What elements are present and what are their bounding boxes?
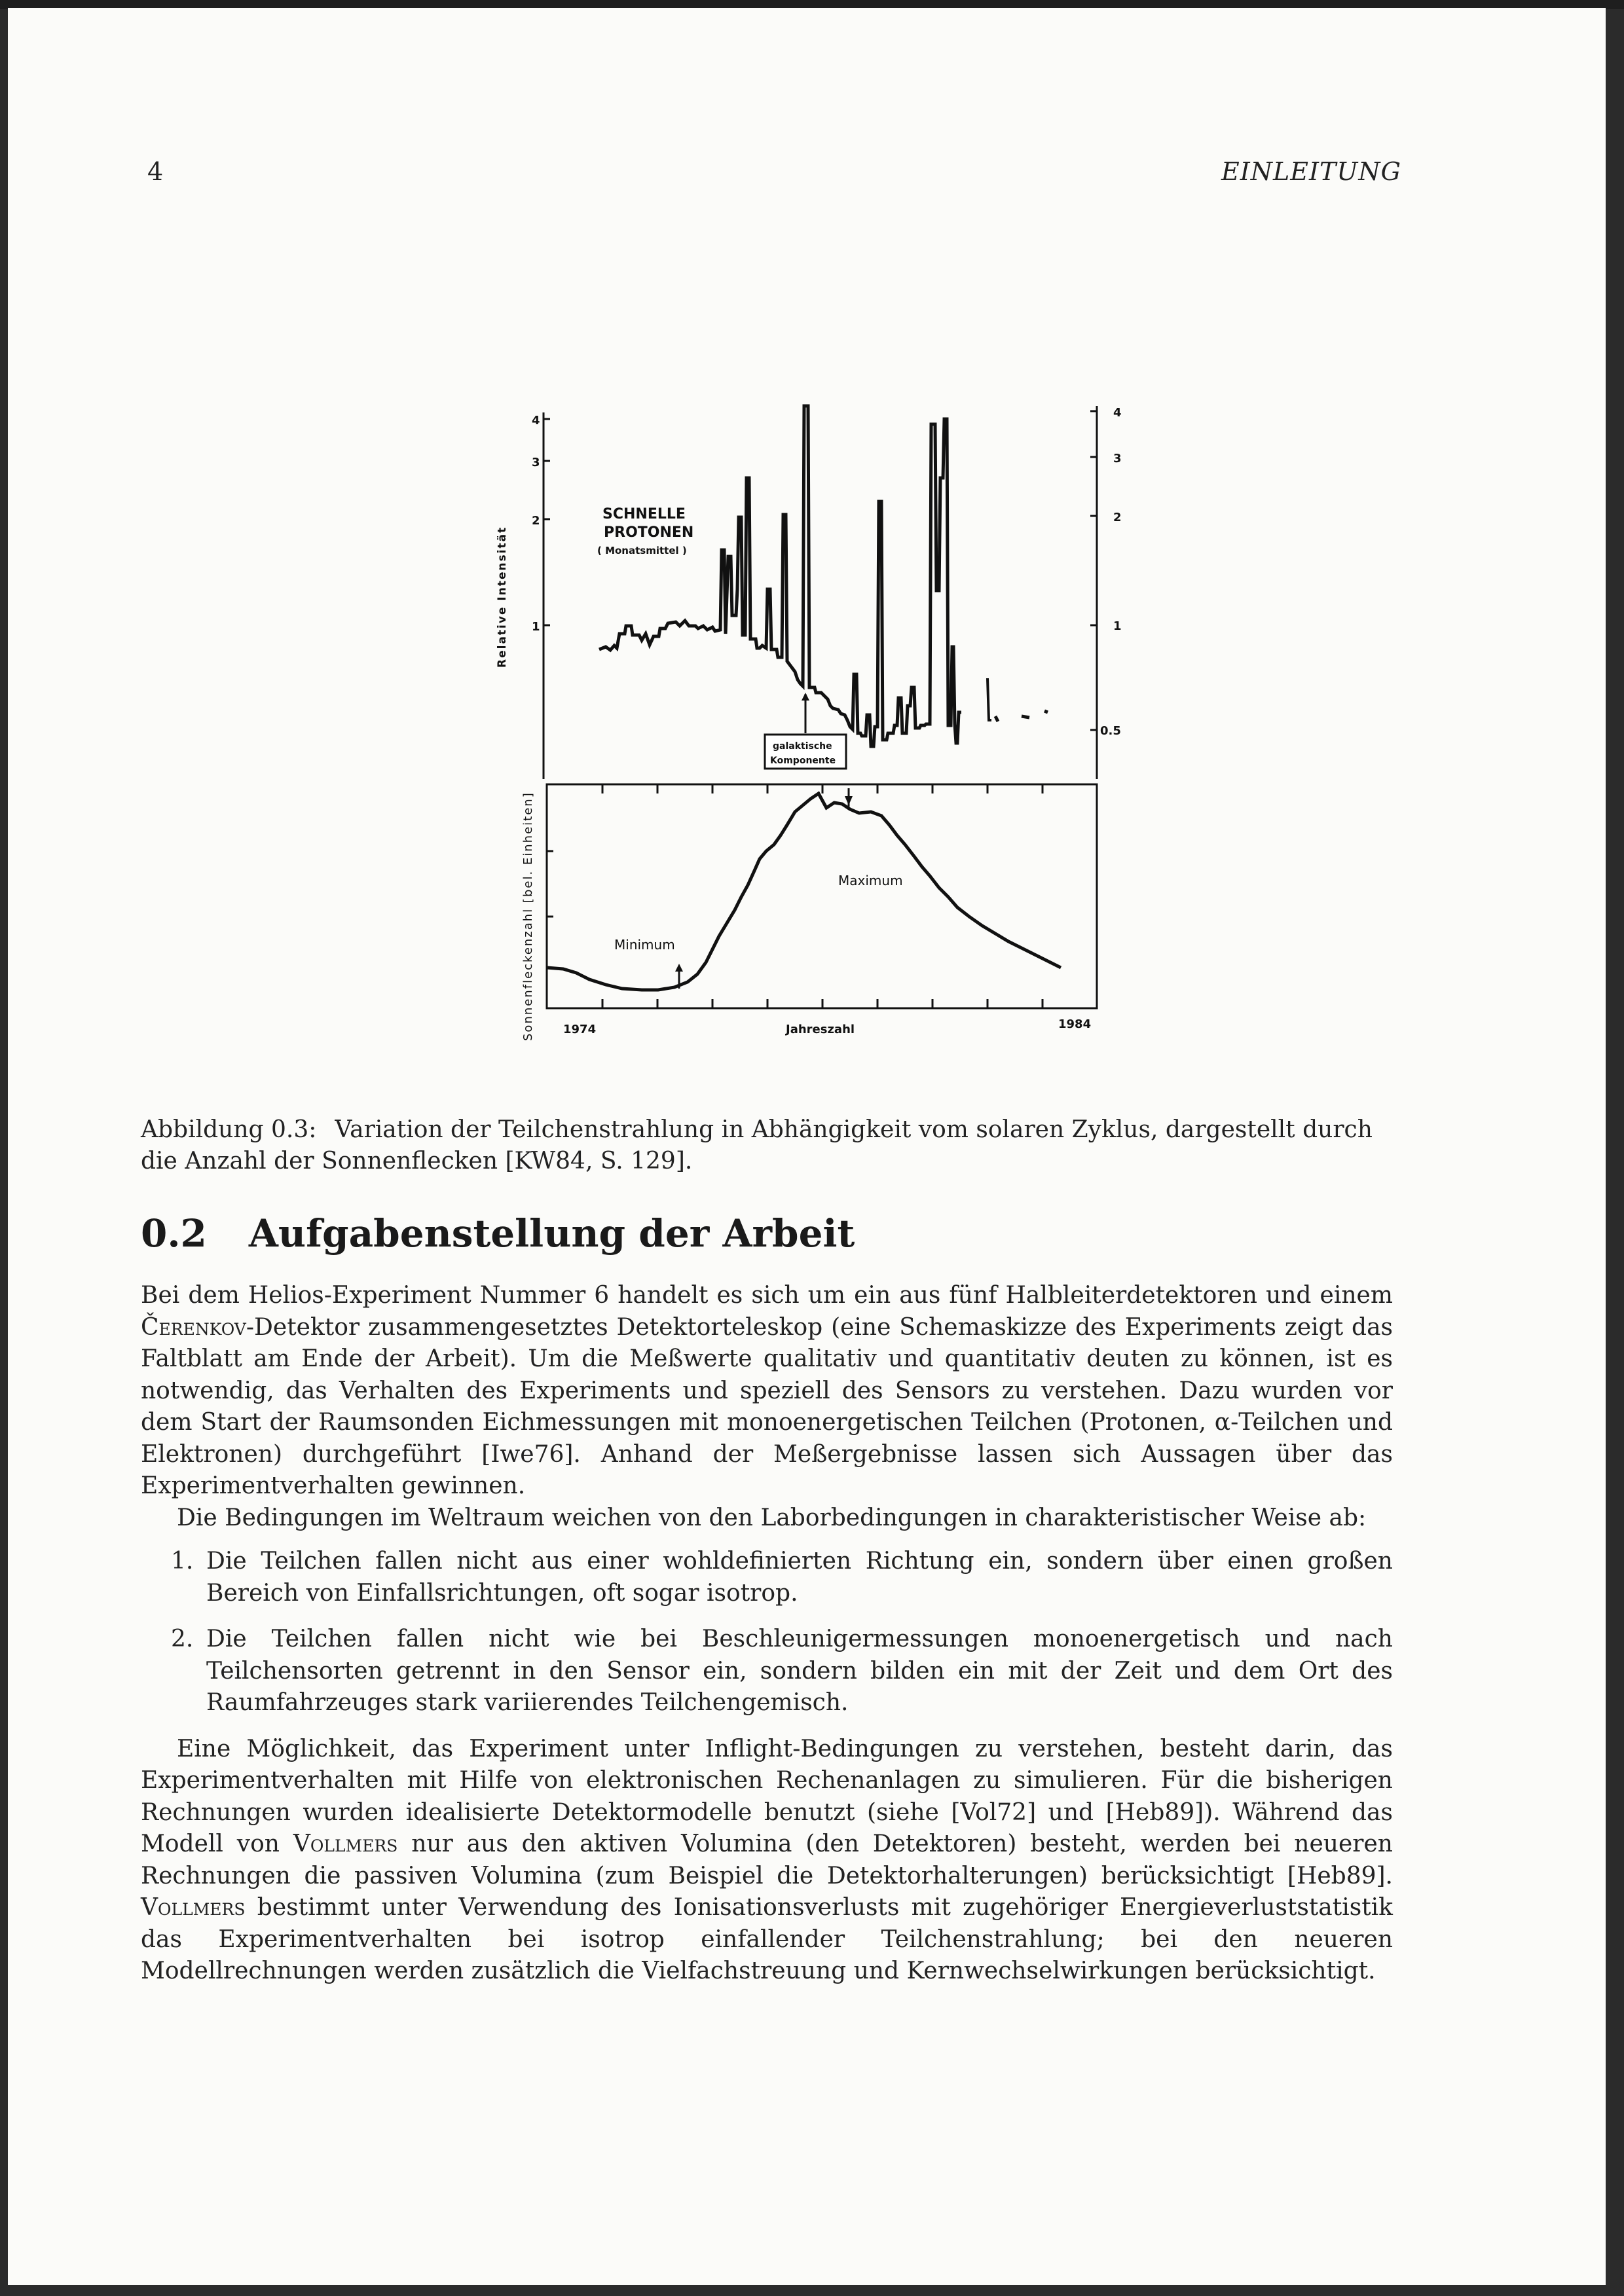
minimum-label: Minimum: [614, 937, 675, 953]
tick-right-3: 3: [1113, 452, 1122, 465]
proton-trace-tail-c: [1022, 716, 1029, 718]
section-heading: [141, 1211, 855, 1256]
caption-text: Variation der Teilchenstrahlung in Abhängigkeit vom solaren Zyklus, dargestellt durch die Anzahl der Sonnenflecken [KW84, S. 129].: [141, 1116, 1373, 1175]
conditions-list: [141, 1546, 1393, 1719]
annotation-line2: Komponente: [770, 756, 836, 766]
proton-trace-tail-b: [995, 716, 998, 721]
sunspot-curve: [547, 793, 1061, 990]
figure-caption: [141, 1114, 1398, 1177]
maximum-arrowhead: [845, 796, 853, 805]
figure-svg: [485, 393, 1146, 1054]
maximum-label: Maximum: [838, 873, 903, 888]
tick-left-3: 3: [532, 456, 540, 469]
proton-intensity-trace: [599, 406, 961, 746]
caption-label: Abbildung 0.3:: [141, 1116, 317, 1143]
tick-right-4: 4: [1113, 406, 1122, 420]
section-title: Aufgabenstellung der Arbeit: [248, 1211, 855, 1256]
x-end-label: 1984: [1058, 1017, 1092, 1031]
proton-trace-tail-d: [1044, 711, 1048, 712]
top-title-line2: PROTONEN: [604, 524, 694, 541]
paragraph-1: Bei dem Helios-Experiment Nummer 6 handelt es sich um ein aus fünf Halbleiterdetektoren und einem Čerenkov-Detektor zusammengesetztes Detektorteleskop (eine Schemaskizze des Experiments zeigt das Faltblatt am Ende der Arbeit). Um die Meßwerte qualitativ und quantitativ deuten zu können, ist es notwendig, das Verhalten des Experiments und speziell des Sensors zu verstehen. Dazu wurden vor dem Start der Raumsonden Eichmessungen mit monoenergetischen Teilchen (Protonen, α-Teilchen und Elektronen) durchgeführt [Iwe76]. Anhand der Meßergebnisse lassen sich Aussagen über das Experimentverhalten gewinnen.: [141, 1282, 1393, 1499]
tick-left-1: 1: [532, 620, 540, 634]
paragraph-2: Die Bedingungen im Weltraum weichen von den Laborbedingungen in charakteristischer Weise ab:: [177, 1504, 1367, 1531]
minimum-arrowhead: [675, 964, 683, 972]
x-start-label: 1974: [563, 1023, 597, 1036]
tick-left-4: 4: [532, 414, 540, 428]
list-item: 2. Die Teilchen fallen nicht wie bei Beschleunigermessungen monoenergetisch und nach Teilchensorten getrennt in den Sensor ein, sondern bilden ein mit der Zeit und dem Ort des Raumfahrzeuges stark variierendes Teilchengemisch.: [171, 1626, 1393, 1716]
bottom-frame: [547, 784, 1097, 1008]
tick-left-2: 2: [532, 514, 540, 528]
figure-solar-cycle: [485, 393, 1146, 1054]
x-axis-label: Jahreszahl: [786, 1023, 855, 1036]
tick-right-1: 1: [1113, 619, 1122, 633]
annotation-line1: galaktische: [773, 741, 832, 752]
body-text: [141, 1280, 1393, 1988]
name-cerenkov: Čerenkov: [141, 1313, 246, 1341]
page-number: 4: [147, 157, 164, 186]
running-title: EINLEITUNG: [1221, 157, 1401, 186]
section-number: 0.2: [141, 1211, 207, 1256]
paragraph-3: Eine Möglichkeit, das Experiment unter Inflight-Bedingungen zu verstehen, besteht darin, das Experimentverhalten mit Hilfe von elektronischen Rechenanlagen zu simulieren. Für die bisherigen Rechnungen wurden idealisierte Detektormodelle benutzt (siehe [Vol72] und [Heb89]). Während das Modell von Vollmers nur aus den aktiven Volumina (den Detektoren) besteht, werden bei neueren Rechnungen die passiven Volumina (zum Beispiel die Detektorhalterungen) berücksichtigt [Heb89]. Vollmers bestimmt unter Verwendung des Ionisationsverlusts mit zugehöriger Energieverluststatistik das Experimentverhalten bei isotrop einfallender Teilchenstrahlung; bei den neueren Modellrechnungen werden zusätzlich die Vielfachstreuung und Kernwechselwirkungen berücksichtigt.: [141, 1735, 1393, 1984]
bottom-ylabel: Sonnenfleckenzahl [bel. Einheiten]: [521, 792, 535, 1041]
tick-right-2: 2: [1113, 511, 1122, 524]
top-title-line1: SCHNELLE: [602, 506, 686, 522]
name-vollmers: Vollmers: [293, 1831, 398, 1857]
bottom-ticks: [547, 784, 1043, 1008]
top-ylabel: Relative Intensität: [496, 526, 509, 668]
name-vollmers: Vollmers: [141, 1894, 246, 1921]
top-title-line3: ( Monatsmittel ): [597, 545, 687, 556]
tick-right-05: 0.5: [1100, 724, 1121, 738]
list-item: 1. Die Teilchen fallen nicht aus einer wohldefinierten Richtung ein, sondern über einen großen Bereich von Einfallsrichtungen, oft sogar isotrop.: [171, 1548, 1393, 1607]
proton-trace-tail-a: [987, 678, 991, 720]
annotation-arrowhead: [802, 693, 809, 701]
